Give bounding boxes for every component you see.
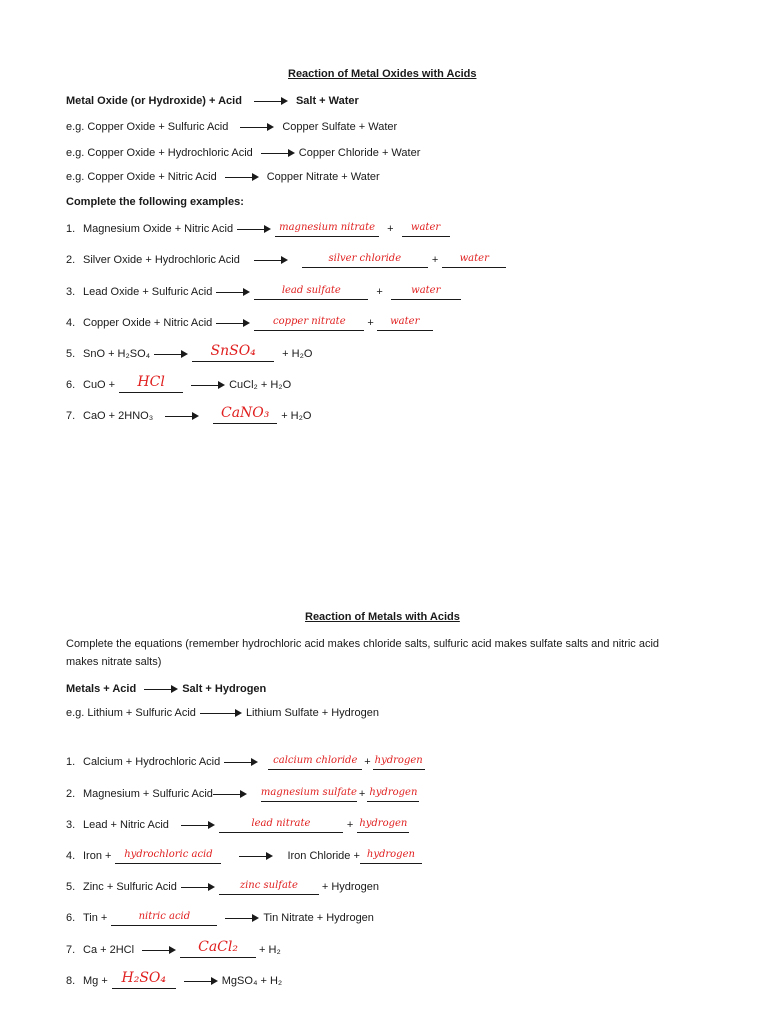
question-number: 5. (66, 348, 76, 360)
question-row (66, 405, 312, 424)
general-left: Metals + Acid (66, 683, 137, 695)
question-row (66, 970, 283, 989)
answer-blank[interactable] (192, 343, 274, 362)
handwritten-answer: hydrogen (369, 787, 418, 798)
general-left: Metal Oxide (or Hydroxide) + Acid (66, 95, 242, 107)
handwritten-answer: water (411, 285, 441, 296)
question-number: 6. (66, 912, 76, 924)
question-number: 1. (66, 756, 76, 768)
answer-blank[interactable] (111, 911, 217, 926)
arrow-icon (239, 849, 273, 863)
handwritten-answer: magnesium nitrate (279, 222, 376, 233)
arrow-icon (181, 818, 215, 832)
handwritten-answer: HCl (137, 374, 165, 390)
question-number: 3. (66, 286, 76, 298)
answer-blank[interactable] (360, 849, 422, 864)
arrow-icon (240, 120, 274, 134)
example-left: e.g. Copper Oxide + Hydrochloric Acid (66, 147, 253, 159)
arrow-icon (254, 253, 288, 267)
question-left: Lead + Nitric Acid (83, 819, 169, 831)
arrow-icon (200, 706, 242, 720)
question-left: CuO + (83, 379, 116, 391)
handwritten-answer: H₂SO₄ (121, 970, 167, 986)
question-number: 5. (66, 881, 76, 893)
question-row: 4. Copper Oxide + Nitric Acid copper nitrate + water (66, 316, 433, 331)
question-row: 1. Calcium + Hydrochloric Acid calcium chloride + hydrogen (66, 755, 423, 768)
question-number: 7. (66, 410, 76, 422)
arrow-icon (142, 943, 176, 957)
example-right: Copper Sulfate + Water (282, 121, 398, 133)
arrow-icon (191, 378, 225, 392)
arrow-icon (225, 170, 259, 184)
question-number: 3. (66, 819, 76, 831)
question-right: + H₂O (282, 348, 313, 360)
section2-instruction-line2: makes nitrate salts) (66, 656, 162, 668)
handwritten-answer: nitric acid (138, 911, 191, 922)
handwritten-answer: water (459, 253, 489, 264)
question-row: 2. Magnesium + Sulfuric Acid magnesium sulfate + hydrogen (66, 787, 418, 800)
section2-instruction-line1: Complete the equations (remember hydrochloric acid makes chloride salts, sulfuric acid makes sulfate salts and nitric acid (66, 638, 660, 650)
arrow-icon (254, 94, 288, 108)
answer-blank[interactable] (275, 222, 379, 237)
question-number: 4. (66, 850, 76, 862)
answer-blank[interactable] (213, 405, 277, 424)
question-number: 2. (66, 254, 76, 266)
arrow-icon (213, 787, 247, 801)
arrow-icon (154, 347, 188, 361)
handwritten-answer: SnSO₄ (210, 343, 256, 359)
answer-blank[interactable] (219, 880, 319, 895)
answer-blank[interactable] (402, 222, 450, 237)
section1-title: Reaction of Metal Oxides with Acids (288, 68, 477, 80)
section1-general-equation (66, 94, 359, 108)
question-right: + H₂O (281, 410, 312, 422)
section1-instruction: Complete the following examples: (66, 196, 244, 208)
handwritten-answer: zinc sulfate (239, 880, 298, 891)
answer-blank[interactable] (442, 253, 506, 268)
question-right: CuCl₂ + H₂O (229, 379, 292, 391)
question-number: 6. (66, 379, 76, 391)
answer-blank[interactable] (254, 316, 364, 331)
general-right: Salt + Water (295, 95, 359, 107)
answer-blank[interactable] (115, 849, 221, 864)
question-left: Ca + 2HCl (83, 944, 135, 956)
arrow-icon (237, 222, 271, 236)
question-left: Calcium + Hydrochloric Acid (83, 756, 221, 768)
arrow-icon (181, 880, 215, 894)
answer-blank[interactable] (268, 755, 362, 770)
question-row (66, 911, 374, 926)
handwritten-answer: CaNO₃ (221, 405, 270, 421)
handwritten-answer: hydrogen (359, 818, 408, 829)
handwritten-answer: silver chloride (328, 253, 402, 264)
section2-general-equation (66, 682, 266, 696)
question-left: Mg + (83, 975, 108, 987)
handwritten-answer: magnesium sulfate (260, 787, 357, 798)
example-row (66, 146, 420, 160)
arrow-icon (225, 911, 259, 925)
question-number: 2. (66, 788, 76, 800)
question-number: 8. (66, 975, 76, 987)
handwritten-answer: hydrogen (374, 755, 423, 766)
handwritten-answer: hydrogen (366, 849, 415, 860)
example-right: Copper Chloride + Water (298, 147, 421, 159)
question-right: + H₂ (259, 944, 281, 956)
section2-example (66, 706, 379, 720)
question-row (66, 880, 379, 895)
handwritten-answer: CaCl₂ (198, 939, 238, 955)
arrow-icon (216, 316, 250, 330)
arrow-icon (261, 146, 295, 160)
example-left: e.g. Copper Oxide + Nitric Acid (66, 171, 217, 183)
question-row: 3. Lead Oxide + Sulfuric Acid lead sulfate + water (66, 285, 461, 300)
section2-title: Reaction of Metals with Acids (305, 611, 460, 623)
answer-blank[interactable] (119, 374, 183, 393)
answer-blank[interactable] (357, 818, 409, 833)
question-left: CaO + 2HNO₃ (83, 410, 154, 422)
answer-blank[interactable] (180, 939, 256, 958)
question-left: Magnesium + Sulfuric Acid (83, 788, 213, 800)
example-left: e.g. Copper Oxide + Sulfuric Acid (66, 121, 229, 133)
handwritten-answer: water (410, 222, 441, 233)
question-left: SnO + H₂SO₄ (83, 348, 151, 360)
question-row: 2. Silver Oxide + Hydrochloric Acid silver chloride + water (66, 253, 506, 268)
handwritten-answer: copper nitrate (272, 316, 346, 327)
question-row (66, 939, 281, 958)
question-row: 1. Magnesium Oxide + Nitric Acid magnesium nitrate + water (66, 222, 450, 237)
question-number: 4. (66, 317, 76, 329)
question-mid: Iron Chloride + (287, 850, 360, 862)
answer-blank[interactable] (219, 818, 343, 833)
question-row: 3. Lead + Nitric Acid lead nitrate + hydrogen (66, 818, 408, 831)
question-right: + Hydrogen (321, 881, 380, 893)
question-row (66, 374, 292, 393)
answer-blank[interactable] (367, 787, 419, 802)
arrow-icon (224, 755, 258, 769)
handwritten-answer: lead sulfate (281, 285, 341, 296)
question-left: Tin + (83, 912, 108, 924)
example-right: Copper Nitrate + Water (266, 171, 380, 183)
answer-blank[interactable] (373, 755, 425, 770)
question-left: Magnesium Oxide + Nitric Acid (83, 223, 234, 235)
question-number: 1. (66, 223, 76, 235)
question-left: Copper Oxide + Nitric Acid (83, 317, 213, 329)
question-row (66, 849, 422, 864)
arrow-icon (216, 285, 250, 299)
answer-blank[interactable] (377, 316, 433, 331)
question-right: MgSO₄ + H₂ (221, 975, 283, 987)
handwritten-answer: calcium chloride (273, 755, 358, 766)
answer-blank[interactable] (391, 285, 461, 300)
answer-blank[interactable] (302, 253, 428, 268)
question-number: 7. (66, 944, 76, 956)
example-row (66, 170, 380, 184)
general-right: Salt + Hydrogen (182, 683, 267, 695)
example-left: e.g. Lithium + Sulfuric Acid (66, 707, 196, 719)
question-left: Silver Oxide + Hydrochloric Acid (83, 254, 240, 266)
answer-blank[interactable] (254, 285, 368, 300)
question-left: Lead Oxide + Sulfuric Acid (83, 286, 213, 298)
question-row (66, 343, 313, 362)
handwritten-answer: water (390, 316, 420, 327)
question-left: Iron + (83, 850, 112, 862)
answer-blank[interactable] (112, 970, 176, 989)
arrow-icon (165, 409, 199, 423)
question-right: Tin Nitrate + Hydrogen (263, 912, 374, 924)
answer-blank[interactable] (261, 787, 357, 802)
arrow-icon (144, 682, 178, 696)
example-row (66, 120, 397, 134)
handwritten-answer: lead nitrate (251, 818, 311, 829)
handwritten-answer: hydrochloric acid (124, 849, 213, 860)
example-right: Lithium Sulfate + Hydrogen (245, 707, 379, 719)
question-left: Zinc + Sulfuric Acid (83, 881, 177, 893)
arrow-icon (184, 974, 218, 988)
